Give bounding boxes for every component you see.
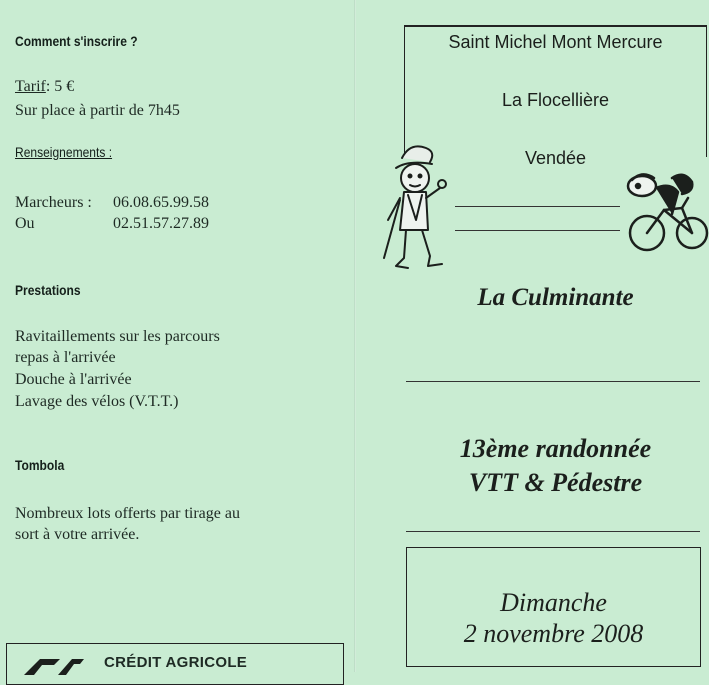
- contact-row: [15, 213, 209, 234]
- town-1: Saint Michel Mont Mercure: [448, 32, 663, 52]
- tombola-line: Nombreux lots offerts par tirage au: [15, 505, 240, 522]
- prestation-item: Lavage des vélos (V.T.T.): [15, 393, 179, 410]
- divider: [406, 381, 700, 382]
- inscription-heading: Comment s'inscrire ?: [15, 33, 138, 49]
- tombola-line: sort à votre arrivée.: [15, 526, 140, 543]
- contact-row: [15, 192, 209, 213]
- prestation-item: repas à l'arrivée: [15, 349, 116, 366]
- tarif-value: : 5 €: [45, 78, 75, 95]
- town-2: La Flocellière: [501, 90, 610, 110]
- contact-phone: 02.51.57.27.89: [113, 215, 209, 232]
- tarif-line: [15, 76, 74, 97]
- edition-line-2: VTT & Pédestre: [468, 468, 643, 497]
- event-day: Dimanche: [500, 588, 607, 617]
- page-fold: [354, 0, 356, 672]
- event-date: 2 novembre 2008: [463, 619, 644, 648]
- edition-line-1: 13ème randonnée: [459, 434, 652, 463]
- blank-line: [455, 230, 620, 231]
- region: Vendée: [524, 148, 587, 168]
- contact-phone: 06.08.65.99.58: [113, 194, 209, 211]
- prestations-heading: Prestations: [15, 282, 81, 298]
- hiker-illustration: [380, 140, 460, 275]
- contacts-table: [15, 192, 209, 234]
- tarif-label: Tarif: [15, 78, 46, 95]
- prestation-item: Douche à l'arrivée: [15, 371, 132, 388]
- sponsor-name: CRÉDIT AGRICOLE: [104, 654, 248, 671]
- left-panel: [0, 0, 352, 672]
- cyclist-illustration: [622, 158, 709, 258]
- contact-label: Ou: [15, 215, 35, 232]
- renseignements-heading: Renseignements :: [15, 144, 113, 160]
- prestation-item: Ravitaillements sur les parcours: [15, 328, 220, 345]
- tombola-heading: Tombola: [15, 457, 65, 473]
- contact-label: Marcheurs :: [15, 194, 92, 211]
- blank-line: [455, 206, 620, 207]
- event-name: La Culminante: [477, 284, 634, 311]
- divider: [406, 531, 700, 532]
- onsite-text: Sur place à partir de 7h45: [15, 102, 180, 119]
- credit-agricole-logo: [20, 655, 100, 675]
